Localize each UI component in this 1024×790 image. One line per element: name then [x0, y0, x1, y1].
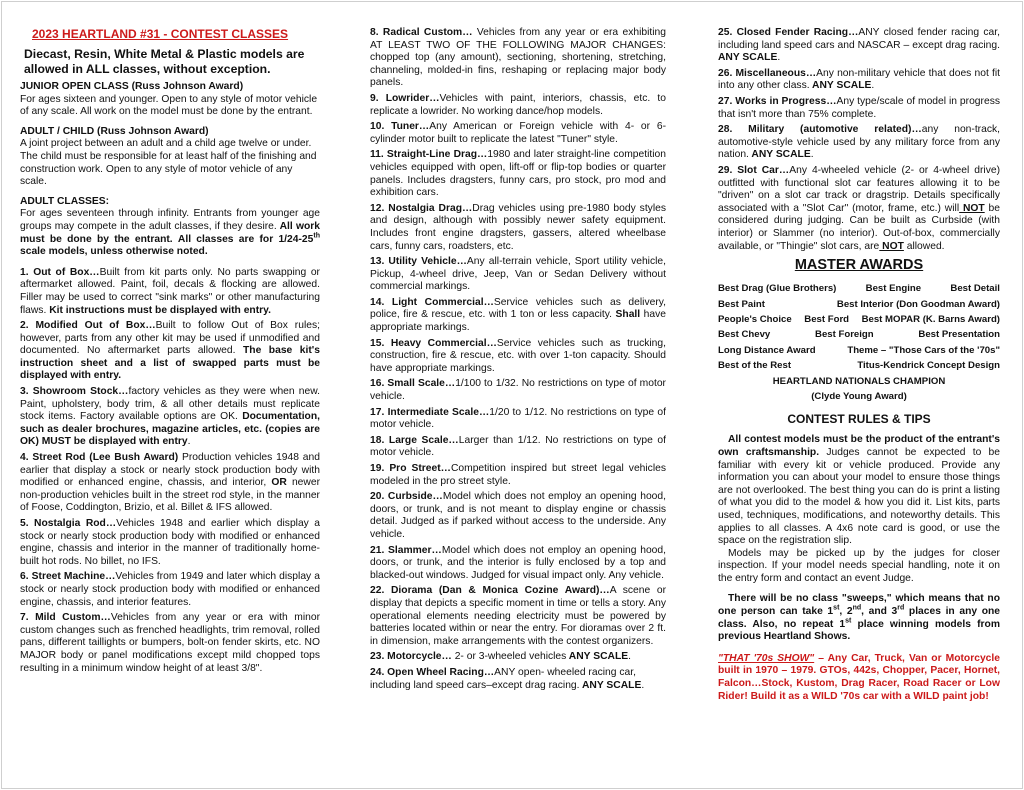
- class-29-title: 29. Slot Car…: [718, 164, 790, 176]
- rules-p3-sup3: rd: [897, 604, 905, 612]
- adult-body-text: For ages seventeen through infinity. Entrants from younger age groups may compete in the adult classes, if they desire.: [20, 208, 320, 232]
- class-10-title: 10. Tuner…: [370, 121, 430, 133]
- champion-award: HEARTLAND NATIONALS CHAMPION: [772, 375, 946, 387]
- awards-row: [718, 358, 1000, 373]
- class-25-title: 25. Closed Fender Racing…: [718, 27, 859, 38]
- class-28-title: 28. Military (automotive related)…: [718, 124, 922, 136]
- class-4-title: 4. Street Rod (Lee Bush Award): [20, 452, 179, 464]
- awards-row: [718, 297, 1000, 312]
- class-1-bold: Kit instructions must be displayed with entry.: [46, 304, 271, 316]
- contest-rules-heading: CONTEST RULES & TIPS: [787, 412, 931, 427]
- class-22: [370, 585, 666, 648]
- award-item: Best Drag (Glue Brothers): [718, 283, 837, 295]
- class-29-body1: Any 4-wheeled vehicle (2- or 4-wheel drive) outfitted with functional slot car features allowing it to be "driven" on a slot car track or dragstrip. Details specifically associated with a "Slot Car" (motor, frame, etc.) will: [718, 164, 1000, 214]
- class-23-tail: .: [628, 651, 631, 663]
- document-title: 2023 HEARTLAND #31 - CONTEST CLASSES: [32, 27, 289, 41]
- class-29-tail: allowed.: [903, 240, 945, 252]
- award-item: Best Engine: [865, 283, 922, 295]
- class-27-title: 27. Works in Progress…: [718, 95, 837, 107]
- class-11-body: 1980 and later straight-line competition vehicles equipped with open, lift-off or flip-top bodies or quarter panels. Includes dragsters, funny cars, pro stock, pro mod and exhibition cars.: [370, 149, 666, 199]
- class-5-title: 5. Nostalgia Rod…: [20, 518, 117, 529]
- class-20: [370, 491, 666, 541]
- class-14-tail: have appropriate markings.: [370, 309, 666, 334]
- class-23: [370, 651, 666, 664]
- rules-paragraph-3: [718, 593, 1000, 643]
- award-item: Best MOPAR (K. Barns Award): [861, 313, 1000, 325]
- theme-body: – Any Car, Truck, Van or Motorcycle built in 1970 – 1979. GTOs, 442s, Chopper, Pacer, Hornet, Falcon…Stock, Kustom, Drag Racer, Road Racer or Low Rider! Build it as a WILD '70s car with a WILD paint job!: [718, 652, 1000, 702]
- class-24-bold: ANY SCALE: [579, 679, 642, 691]
- class-19: [370, 463, 666, 488]
- class-7-body: Vehicles from any year or era with minor custom changes such as frenched headlights, trim removal, rolled pans, different taillights or bumpers, bolt-on fender skirts, etc. NO MAJOR body or panel modifications except mild chopped tops resulting in a minimum window height of at least 3/8".: [20, 612, 320, 674]
- rules-p3-sup2: nd: [852, 604, 862, 612]
- class-3-tail: .: [187, 436, 191, 448]
- class-2: [20, 320, 320, 383]
- award-item: Titus-Kendrick Concept Design: [857, 360, 1000, 372]
- class-6-body: Vehicles from 1949 and later which display a stock or nearly stock production body with modified or enhanced engine, chassis, and interior features.: [20, 571, 320, 608]
- class-14-bold: Shall: [612, 309, 641, 321]
- class-20-title: 20. Curbside…: [370, 491, 443, 503]
- class-26-bold: ANY SCALE: [809, 80, 872, 92]
- award-item: Best Chevy: [718, 329, 771, 341]
- class-2-bold: The base kit's instruction sheet and a list of swapped parts must be displayed with entry.: [20, 345, 320, 382]
- awards-row: [718, 281, 1000, 296]
- class-29-not1: NOT: [959, 202, 985, 214]
- rules-p3-c: , and 3: [861, 606, 898, 618]
- rules-p3-sup1: st: [833, 604, 840, 612]
- class-27: [718, 96, 1000, 121]
- lead-statement: Diecast, Resin, White Metal & Plastic models are allowed in ALL classes, without exception.: [24, 47, 305, 76]
- rules-p1-body: Judges cannot be expected to be familiar with every kit or vehicle produced. Provide any information you can about your model to ensure those things are not overlooked. The best thing you can do is print a listing of what you did to the model & how you did it. List kits, parts used, techniques, modifications, and noteworthy details. This applies to all classes. A 4x6 note card is good, or use the space on the registration slip.: [718, 446, 1000, 547]
- class-25-bold: ANY SCALE: [718, 52, 778, 64]
- class-26-body: Any non-military vehicle that does not fit into any other class.: [718, 67, 1000, 92]
- class-10-body: Any American or Foreign vehicle with 4- or 6-cylinder motor built to replicate the latest "Tuner" style.: [370, 121, 666, 145]
- class-15-title: 15. Heavy Commercial…: [370, 337, 497, 349]
- class-14-title: 14. Light Commercial…: [370, 296, 494, 308]
- rules-p3-a: There will be no class "sweeps," which means that no one person can take 1: [718, 593, 1000, 618]
- class-21: [370, 545, 666, 583]
- theme-title: "THAT '70s SHOW": [718, 652, 815, 664]
- class-23-title: 23. Motorcycle…: [370, 651, 452, 663]
- class-3-body: factory vehicles as they were when new. Paint, upholstery, body trim, & all other details must replicate stock items. Factory available options are OK.: [20, 386, 320, 423]
- class-6-title: 6. Street Machine…: [20, 571, 116, 583]
- class-23-bold: ANY SCALE: [566, 651, 629, 663]
- class-13-body: Any all-terrain vehicle, Sport utility vehicle, Pickup, 4-wheel drive, Jeep, Van or Sedan Delivery without commercial markings.: [370, 256, 666, 293]
- class-16-title: 16. Small Scale…: [370, 378, 456, 390]
- class-1-body: Built from kit parts only. No parts swapping or aftermarket allowed. Paint, foil, decals & flocking are allowed. Filler may be used to correct "sink marks" or other manufacturing flaws.: [20, 266, 320, 316]
- award-item: Best Detail: [950, 283, 1000, 295]
- rules-p3-b: , 2: [839, 606, 853, 618]
- rules-p3-d: places in any one class. Also, no repeat 1: [718, 606, 1000, 630]
- class-19-title: 19. Pro Street…: [370, 463, 451, 474]
- class-26: [718, 68, 1000, 93]
- award-item: People's Choice: [718, 313, 792, 325]
- adult-classes-body: [20, 208, 320, 258]
- class-17: [370, 407, 666, 432]
- award-item: Theme – "Those Cars of the '70s": [847, 344, 1000, 356]
- class-9-body: Vehicles with paint, interiors, chassis, etc. to replicate a lowrider. No working dance/hop models.: [370, 92, 666, 117]
- adult-rule-bold: All work must be done by the entrant.: [20, 220, 320, 245]
- class-12: [370, 203, 666, 253]
- award-item: Best of the Rest: [718, 360, 792, 372]
- award-item: Long Distance Award: [718, 344, 816, 356]
- award-item: Best Presentation: [918, 329, 1000, 341]
- class-25-tail: .: [777, 52, 781, 64]
- awards-row: [718, 343, 1000, 358]
- award-item: Best Paint: [718, 298, 765, 310]
- class-8-body: Vehicles from any year or era exhibiting AT LEAST TWO OF THE FOLLOWING MAJOR CHANGES: chopped top (any amount), sectioning, shortening, stretching, channeling, molded-in fins, reshaping or replacing major body panels.: [370, 27, 666, 89]
- class-8: [370, 27, 666, 90]
- champion-award-sub: (Clyde Young Award): [811, 390, 907, 402]
- theme-class: [718, 653, 1000, 703]
- class-17-body: 1/20 to 1/12. No restrictions on type of motor vehicle.: [370, 406, 666, 431]
- master-awards-heading: MASTER AWARDS: [794, 257, 924, 274]
- class-13-title: 13. Utility Vehicle…: [370, 256, 467, 268]
- class-24-body: ANY open- wheeled racing car, including land speed cars–except drag racing.: [370, 666, 636, 691]
- class-11: [370, 149, 666, 199]
- class-15: [370, 338, 666, 376]
- rules-p3-e: place winning models from previous Heartland Shows.: [718, 618, 1000, 643]
- class-15-body: Service vehicles such as trucking, construction, fire & rescue, etc. with over 1-ton capacity. Should have appropriate markings.: [370, 337, 666, 374]
- class-18: [370, 435, 666, 460]
- class-18-body: Larger than 1/12. No restrictions on type of motor vehicle.: [370, 434, 666, 459]
- class-9-title: 9. Lowrider…: [370, 92, 440, 104]
- class-3-title: 3. Showroom Stock…: [20, 386, 129, 398]
- adult-scale-sup: th: [313, 232, 320, 240]
- class-4-or: OR: [266, 477, 287, 489]
- class-24-title: 24. Open Wheel Racing…: [370, 666, 495, 678]
- class-1: [20, 267, 320, 317]
- class-4-body2: newer non-production vehicles built in the street rod style, in the manner of Foose, Coddington, Brizio, et al. Billet & IFS allowed.: [20, 477, 320, 514]
- class-12-body: Drag vehicles using pre-1980 body styles and design, although with possibly newer safety equipment. Includes front engine dragsters, gassers, altered wheelbase cars, funny cars, roadsters, etc.: [370, 202, 666, 252]
- class-7-title: 7. Mild Custom…: [20, 612, 111, 624]
- awards-row: [718, 327, 1000, 342]
- class-29-body2: be considered during judging. Can be built as Curbside (with interior) or Slammer (no interior). Out-of-box, commercially available, or "Thingie" slot cars, are: [718, 202, 1000, 252]
- class-7: [20, 612, 320, 675]
- class-29: [718, 165, 1000, 253]
- class-26-title: 26. Miscellaneous…: [718, 67, 817, 79]
- class-6: [20, 571, 320, 609]
- class-11-title: 11. Straight-Line Drag…: [370, 149, 488, 161]
- column-left: [20, 0, 320, 790]
- class-24: [370, 667, 666, 692]
- rules-paragraph-2: Models may be picked up by the judges for closer inspection. If your model needs special handling, note it on the entry form and contact an event Judge.: [718, 547, 1000, 584]
- class-19-body: Competition inspired but street legal vehicles modeled in the pro street style.: [370, 463, 666, 487]
- master-awards-list: [718, 281, 1000, 404]
- class-2-title: 2. Modified Out of Box…: [20, 320, 156, 332]
- class-2-body: Built to follow Out of Box rules; however, parts from any other kit may be used if unmodified and documented. No aftermarket parts allowed.: [20, 320, 320, 357]
- adult-child-heading: ADULT / CHILD (Russ Johnson Award): [20, 125, 209, 137]
- class-3-bold: Documentation, such as dealer brochures, magazine articles, etc. (copies are OK) MUST be displayed with entry: [20, 411, 320, 448]
- class-4-body1: Production vehicles 1948 and earlier that display a stock or nearly stock production body with modified or enhanced engine, chassis, and interior,: [20, 452, 320, 489]
- class-27-body: Any type/scale of model in progress that isn't more than 75% complete.: [718, 95, 1000, 120]
- class-12-title: 12. Nostalgia Drag…: [370, 202, 473, 214]
- awards-row: [718, 312, 1000, 327]
- class-17-title: 17. Intermediate Scale…: [370, 406, 490, 418]
- adult-scale-b: scale models, unless otherwise noted.: [20, 246, 208, 258]
- class-9: [370, 93, 666, 118]
- class-14-body: Service vehicles such as delivery, police, fire & rescue, etc. with 1 ton or less capacity.: [370, 296, 666, 321]
- adult-child-body: A joint project between an adult and a child age twelve or under. The child must be responsible for at least half of the finishing and construction work. Open to any style of motor vehicle of any scale.: [20, 138, 317, 188]
- class-25-body: ANY closed fender racing car, including land speed cars and NASCAR – except drag racing.: [718, 27, 1000, 51]
- class-28-tail: .: [810, 149, 814, 161]
- class-28-body: any non-track, automotive-style vehicle used by any military force from any nation.: [718, 124, 1000, 161]
- class-20-body: Model which does not employ an opening hood, doors, or trunk, and is not meant to display engine or chassis detail. Judged as if parked without access to the underside. Any vehicle.: [370, 491, 666, 540]
- class-4: [20, 452, 320, 515]
- class-26-tail: .: [871, 80, 875, 92]
- junior-class-heading: JUNIOR OPEN CLASS (Russ Johnson Award): [20, 81, 244, 92]
- class-16-body: 1/100 to 1/32. No restrictions on type of motor vehicle.: [370, 378, 666, 403]
- class-1-title: 1. Out of Box…: [20, 266, 100, 278]
- class-3: [20, 386, 320, 449]
- junior-class-body: For ages sixteen and younger. Open to any style of motor vehicle of any scale. All work on the model must be done by the entrant.: [20, 93, 318, 118]
- adult-classes-heading: ADULT CLASSES:: [20, 195, 110, 207]
- class-21-body: Model which does not employ an opening hood, doors, or trunk, and the interior is fully enclosed by a top and blacked-out windows. Judged for visual impact only. Any vehicle.: [370, 544, 666, 581]
- adult-scale-a: All classes are for 1/24-25: [177, 233, 314, 245]
- class-18-title: 18. Large Scale…: [370, 434, 459, 446]
- class-22-title: 22. Diorama (Dan & Monica Cozine Award)…: [370, 585, 610, 597]
- class-25: [718, 27, 1000, 65]
- rules-p1-bold: All contest models must be the product of the entrant's own craftsmanship.: [718, 434, 1000, 458]
- class-24-tail: .: [641, 679, 645, 691]
- class-5-body: Vehicles 1948 and earlier which display a stock or nearly stock production body with modified or enhanced engine, chassis and interior in the manner of traditionally home-built hot rods. No billet, no IFS.: [20, 518, 320, 567]
- class-14: [370, 297, 666, 335]
- award-item: Best Foreign: [815, 329, 874, 341]
- class-29-not2: NOT: [879, 240, 904, 252]
- class-5: [20, 518, 320, 568]
- class-28-bold: ANY SCALE: [748, 149, 811, 161]
- class-28: [718, 124, 1000, 162]
- class-21-title: 21. Slammer…: [370, 544, 442, 556]
- class-23-body: 2- or 3-wheeled vehicles: [451, 651, 567, 663]
- column-middle: [370, 0, 666, 790]
- award-item: Best Interior (Don Goodman Award): [836, 298, 1000, 310]
- class-16: [370, 378, 666, 403]
- award-item: Best Ford: [804, 313, 850, 325]
- class-13: [370, 256, 666, 294]
- rules-p3-sup4: st: [845, 617, 852, 625]
- class-10: [370, 121, 666, 146]
- column-right: [718, 0, 1000, 790]
- rules-paragraph-1: [718, 434, 1000, 547]
- class-22-body: A scene or display that depicts a specific moment in time or tells a story. Any operational elements needing electricity must be powered by batteries located within or near the entry. For dioramas over 2 ft. in dimension, make arrangements with the contest organizers.: [370, 585, 666, 647]
- class-8-title: 8. Radical Custom…: [370, 27, 473, 38]
